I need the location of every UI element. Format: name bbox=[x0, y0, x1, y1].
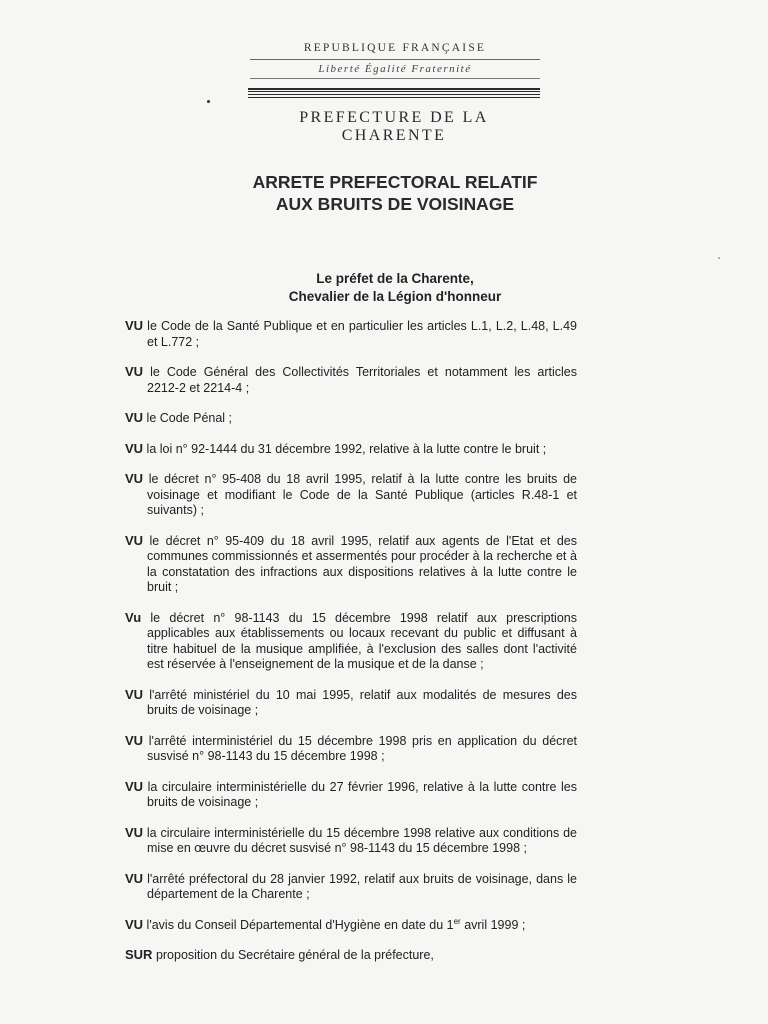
consideration-item bbox=[125, 410, 577, 427]
consideration-text: le Code de la Santé Publique et en particulier les articles L.1, L.2, L.48, L.49 et L.772 ; bbox=[147, 319, 577, 349]
consideration-keyword: VU bbox=[125, 824, 144, 840]
consideration-text-after: avril 1999 ; bbox=[460, 917, 526, 932]
letterhead-rule-middle bbox=[250, 78, 540, 79]
consideration-item bbox=[125, 779, 577, 811]
republic-motto: Liberté Égalité Fraternité bbox=[318, 63, 472, 75]
letterhead-rule-top bbox=[250, 59, 540, 60]
consideration-keyword: VU bbox=[125, 686, 144, 702]
prefet-heading bbox=[140, 270, 650, 306]
consideration-text: l'avis du Conseil Départemental d'Hygiène en date du 1 bbox=[146, 917, 454, 932]
consideration-keyword: VU bbox=[125, 318, 144, 333]
consideration-keyword: VU bbox=[125, 916, 144, 932]
consideration-text: l'arrêté interministériel du 15 décembre 1998 pris en application du décret susvisé n° 98-1143 du 15 décembre 1998 ; bbox=[147, 733, 577, 763]
consideration-item bbox=[125, 471, 577, 519]
consideration-item bbox=[125, 441, 577, 458]
consideration-keyword: VU bbox=[125, 364, 144, 379]
consideration-keyword: VU bbox=[125, 410, 144, 425]
consideration-text: le Code Pénal ; bbox=[146, 411, 233, 425]
consideration-item bbox=[125, 610, 577, 673]
letterhead-triple-rule bbox=[248, 88, 540, 100]
consideration-text: la loi n° 92-1444 du 31 décembre 1992, relative à la lutte contre le bruit ; bbox=[146, 441, 547, 456]
consideration-text: proposition du Secrétaire général de la préfecture, bbox=[155, 948, 434, 962]
consideration-keyword: VU bbox=[125, 440, 144, 456]
consideration-keyword: VU bbox=[125, 471, 144, 486]
consideration-item bbox=[125, 364, 577, 396]
consideration-item bbox=[125, 917, 577, 934]
consideration-text: l'arrêté ministériel du 10 mai 1995, relatif aux modalités de mesures des bruits de voisinage ; bbox=[147, 687, 577, 717]
consideration-text: l'arrêté préfectoral du 28 janvier 1992, relatif aux bruits de voisinage, dans le département de la Charente ; bbox=[147, 871, 577, 901]
consideration-text: la circulaire interministérielle du 15 décembre 1998 relative aux conditions de mise en œuvre du décret susvisé n° 98-1143 du 15 décembre 1998 ; bbox=[146, 825, 577, 855]
consideration-item bbox=[125, 318, 577, 350]
consideration-item bbox=[125, 825, 577, 857]
considerations-list bbox=[125, 318, 577, 978]
scan-speck bbox=[207, 100, 210, 103]
consideration-text: le décret n° 95-409 du 18 avril 1995, relatif aux agents de l'Etat et des communes commissionnés et assermentés pour procéder à la recherche et à la constatation des infractions aux dispositions relatives à la lutte contre le bruit ; bbox=[147, 533, 577, 594]
consideration-item bbox=[125, 871, 577, 903]
consideration-item bbox=[125, 533, 577, 596]
consideration-keyword: VU bbox=[125, 532, 144, 548]
consideration-item bbox=[125, 687, 577, 719]
consideration-item bbox=[125, 947, 577, 964]
consideration-keyword: VU bbox=[125, 778, 144, 794]
consideration-keyword: VU bbox=[125, 732, 144, 748]
consideration-superscript: er bbox=[453, 916, 461, 926]
consideration-text: le décret n° 95-408 du 18 avril 1995, relatif à la lutte contre les bruits de voisinage et modifiant le Code de la Santé Publique (articles R.48-1 et suivants) ; bbox=[147, 472, 577, 517]
consideration-keyword: Vu bbox=[125, 609, 142, 625]
consideration-item bbox=[125, 733, 577, 765]
scan-speck bbox=[718, 257, 720, 259]
document-title-line-2: AUX BRUITS DE VOISINAGE bbox=[275, 194, 515, 214]
prefet-line-2: Chevalier de la Légion d'honneur bbox=[288, 289, 502, 304]
consideration-text: le décret n° 98-1143 du 15 décembre 1998 relatif aux prescriptions applicables aux établissements ou locaux recevant du public et diffusant à titre habituel de la musique amplifiée, à l'exclusion des salles dont l'activité est réservée à l'enseignement de la musique et de la danse ; bbox=[147, 610, 577, 671]
prefecture-name: PREFECTURE DE LA CHARENTE bbox=[299, 109, 489, 144]
prefet-line-1: Le préfet de la Charente, bbox=[316, 271, 474, 286]
consideration-text: le Code Général des Collectivités Territoriales et notamment les articles 2212-2 et 2214-4 ; bbox=[147, 365, 577, 395]
consideration-text: la circulaire interministérielle du 27 février 1996, relative à la lutte contre les bruits de voisinage ; bbox=[147, 779, 577, 809]
consideration-keyword: SUR bbox=[125, 947, 153, 962]
document-title-line-1: ARRETE PREFECTORAL RELATIF bbox=[252, 172, 538, 192]
consideration-keyword: VU bbox=[125, 870, 144, 886]
republique-francaise-header: REPUBLIQUE FRANÇAISE bbox=[303, 42, 487, 54]
document-title bbox=[140, 171, 650, 215]
